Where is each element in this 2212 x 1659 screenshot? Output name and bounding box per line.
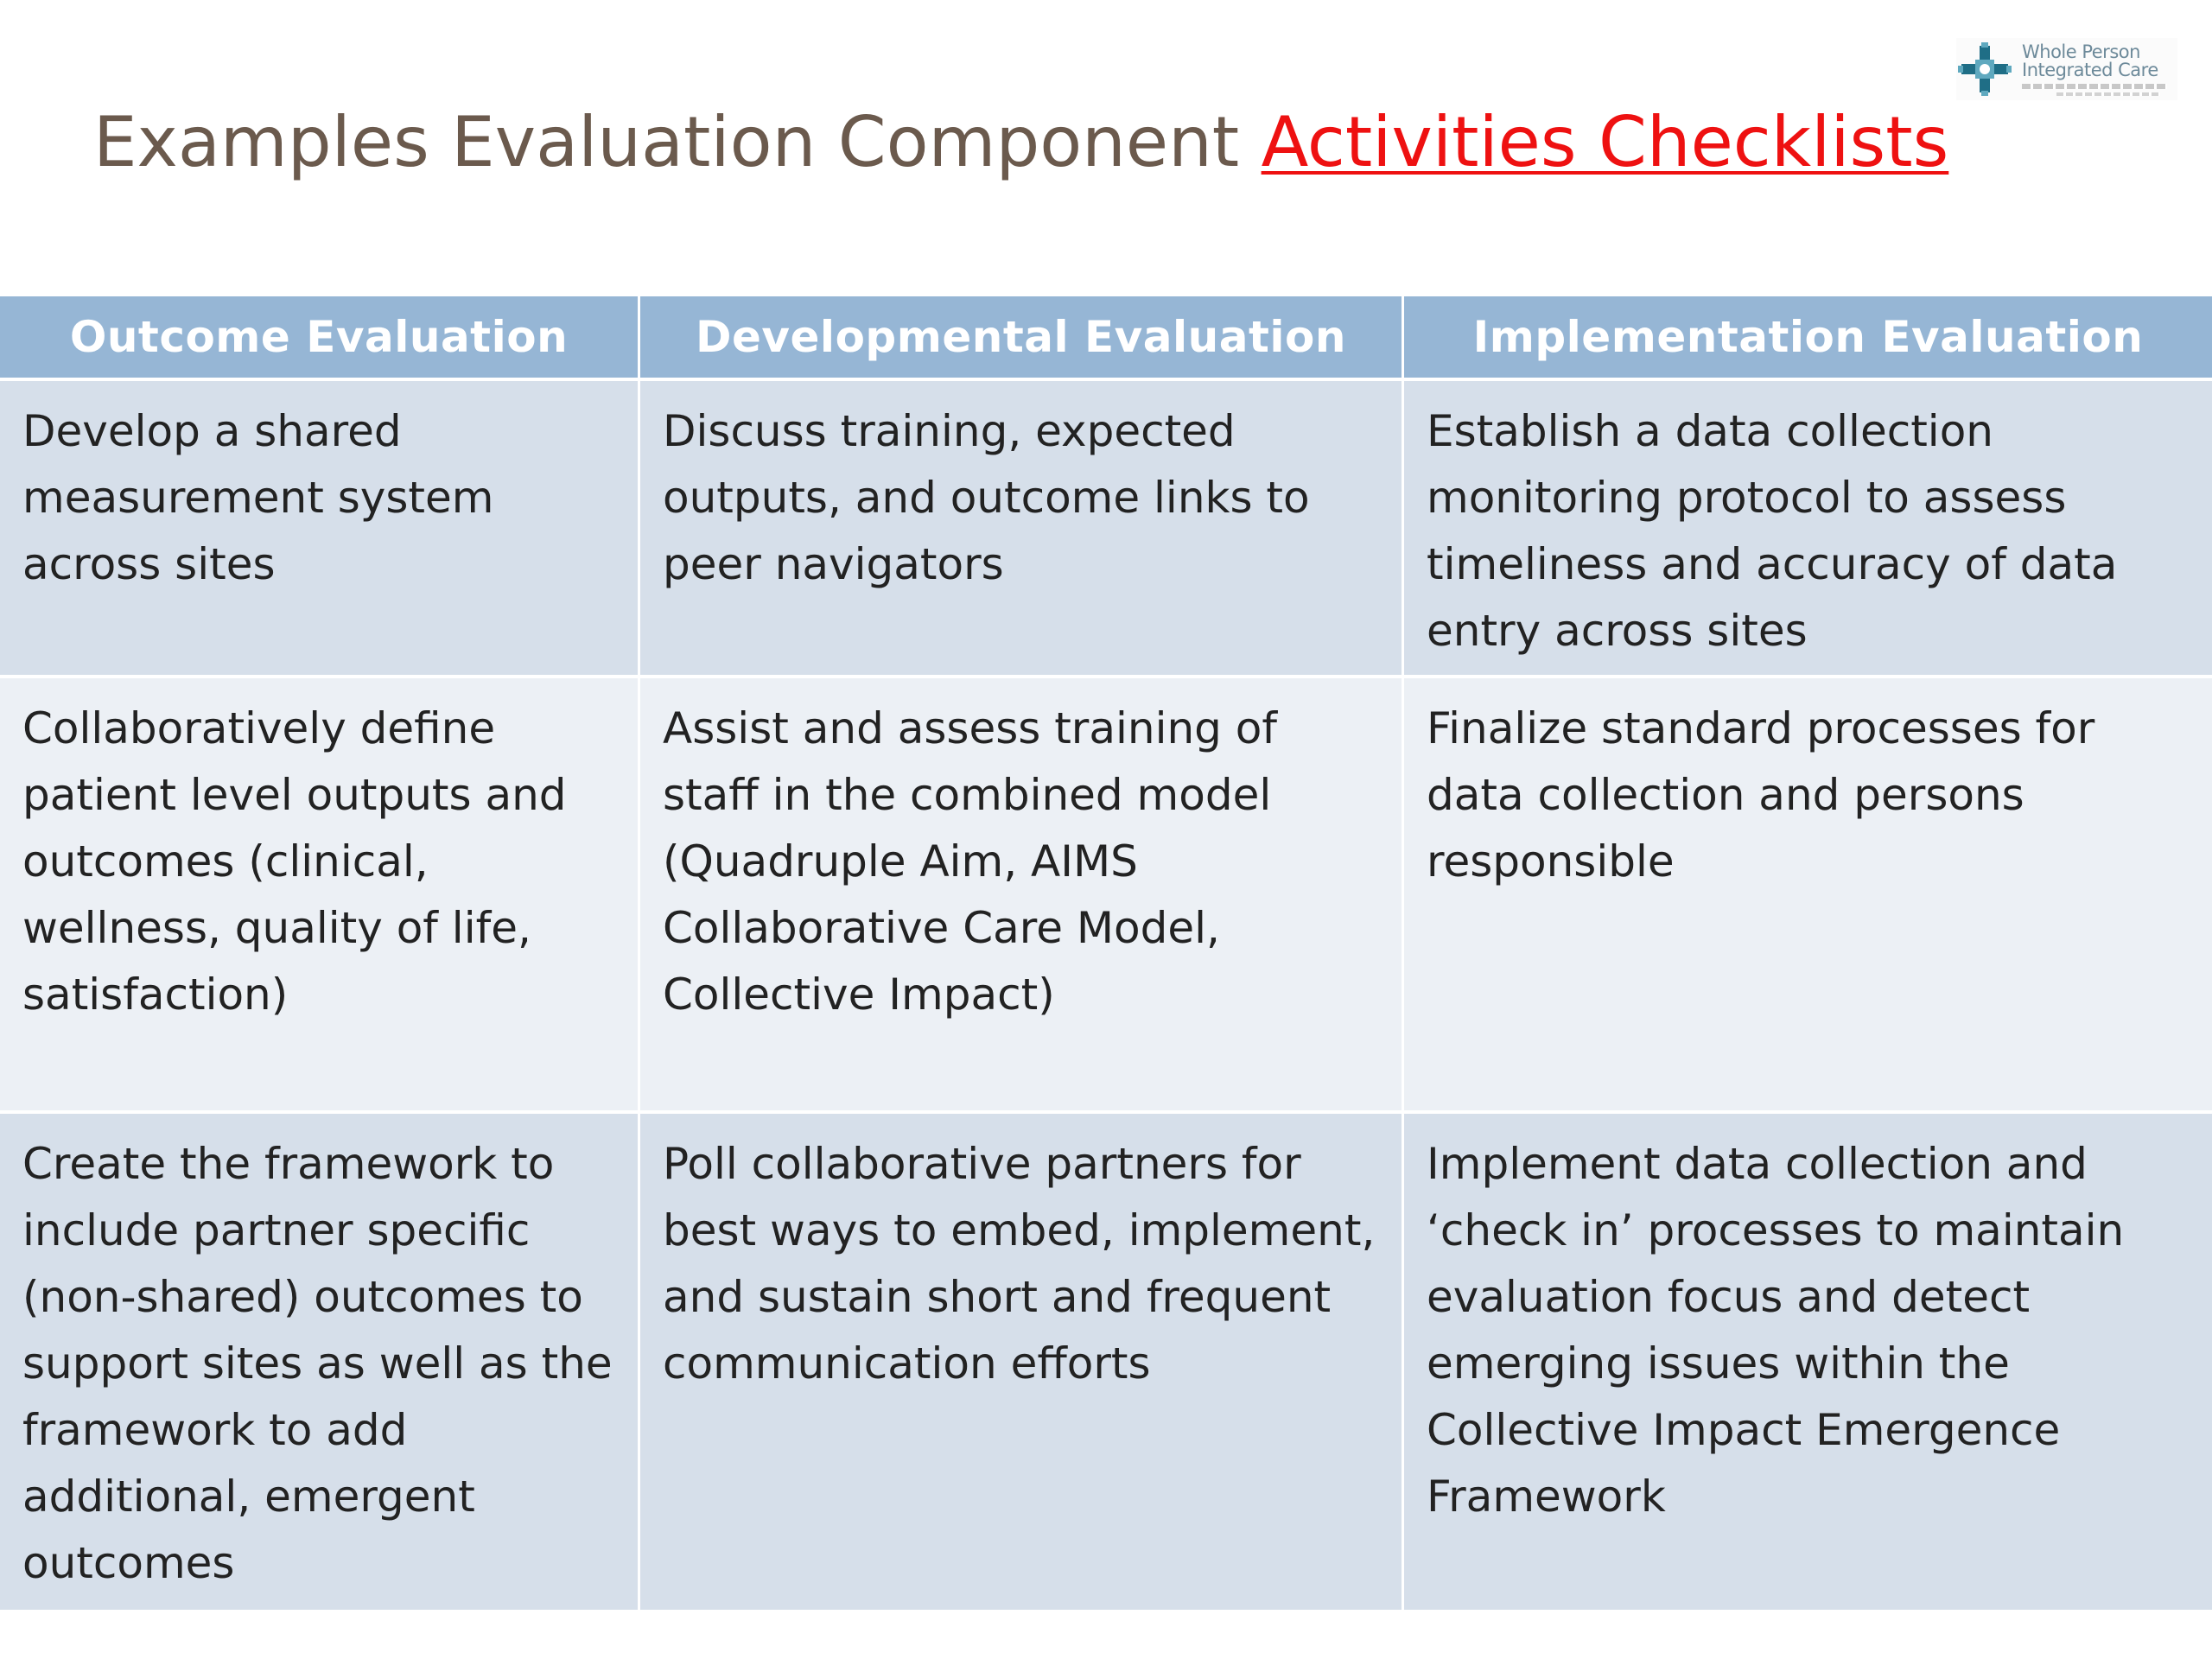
table-cell: Discuss training, expected outputs, and outcome links to peer navigators xyxy=(640,381,1404,678)
table-cell: Poll collaborative partners for best ways to embed, implement, and sustain short and frequent communication efforts xyxy=(640,1114,1404,1613)
table-cell: Develop a shared measurement system across sites xyxy=(0,381,640,678)
table-cell: Collaboratively define patient level outputs and outcomes (clinical, wellness, quality of life, satisfaction) xyxy=(0,678,640,1114)
table-cell: Establish a data collection monitoring protocol to assess timeliness and accuracy of data entry across sites xyxy=(1404,381,2212,678)
header-developmental-evaluation: Developmental Evaluation xyxy=(640,296,1404,381)
cross-logo-icon xyxy=(1956,41,2013,98)
logo-tagline-2 xyxy=(2056,92,2160,96)
logo-line-2: Integrated Care xyxy=(2022,59,2158,80)
logo-tagline xyxy=(2022,84,2167,89)
activities-checklists-link[interactable]: Activities Checklists xyxy=(1261,102,1949,182)
slide-title xyxy=(93,102,1948,182)
logo-text xyxy=(2022,43,2167,96)
evaluation-table xyxy=(0,296,2212,1613)
whole-person-integrated-care-logo xyxy=(1956,38,2177,100)
header-outcome-evaluation: Outcome Evaluation xyxy=(0,296,640,381)
table-cell: Create the framework to include partner specific (non-shared) outcomes to support sites as well as the framework to add additional, emergent outcomes xyxy=(0,1114,640,1613)
header-implementation-evaluation: Implementation Evaluation xyxy=(1404,296,2212,381)
table-cell: Assist and assess training of staff in the combined model (Quadruple Aim, AIMS Collaborative Care Model, Collective Impact) xyxy=(640,678,1404,1114)
slide-title-text: Examples Evaluation Component xyxy=(93,102,1262,182)
table-cell: Implement data collection and ‘check in’ processes to maintain evaluation focus and detect emerging issues within the Collective Impact Emergence Framework xyxy=(1404,1114,2212,1613)
table-cell: Finalize standard processes for data collection and persons responsible xyxy=(1404,678,2212,1114)
logo-line-1: Whole Person xyxy=(2022,41,2140,62)
